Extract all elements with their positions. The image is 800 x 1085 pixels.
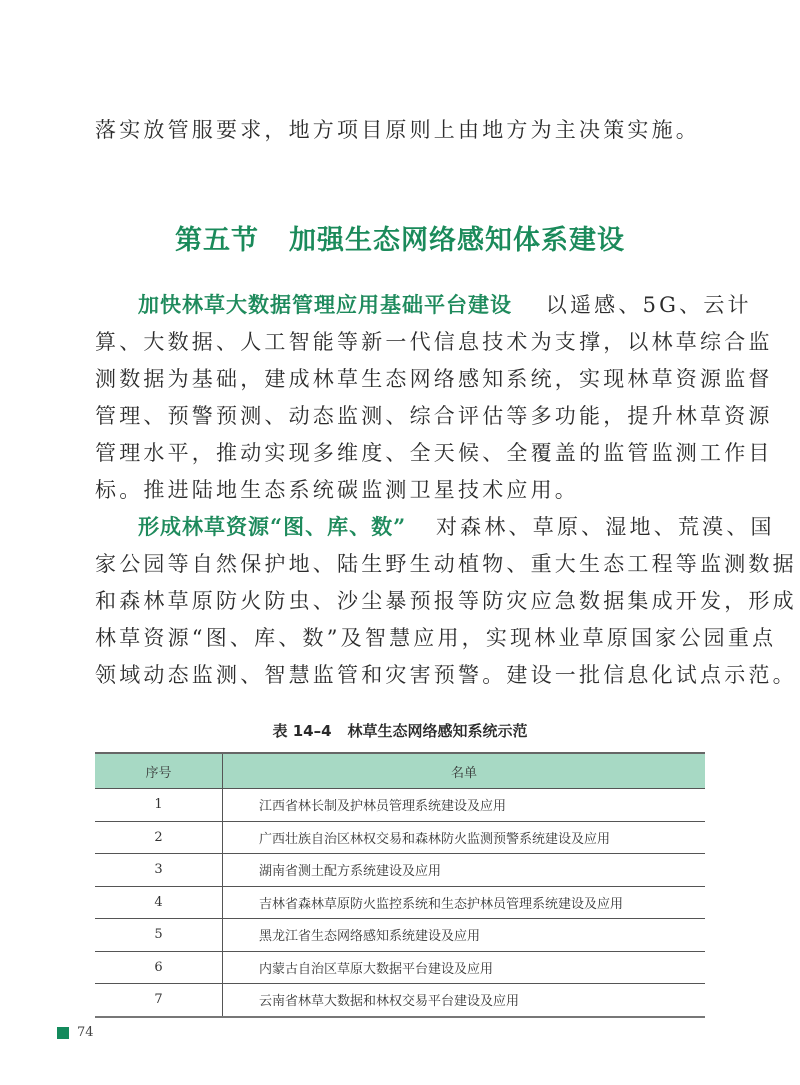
paragraph-1-line-3: 测数据为基础，建成林草生态网络感知系统，实现林草资源监督	[95, 367, 773, 391]
section-number: 第五节	[175, 225, 259, 256]
paragraph-1-line-1	[138, 290, 752, 320]
paragraph-2-line-4: 林草资源“图、库、数”及智慧应用，实现林业草原国家公园重点	[95, 626, 777, 650]
row-index: 5	[95, 919, 223, 952]
row-name: 江西省林长制及护林员管理系统建设及应用	[223, 789, 706, 822]
row-index: 7	[95, 984, 223, 1017]
section-title	[0, 218, 800, 257]
table-row	[95, 789, 705, 822]
demo-systems-table	[95, 752, 705, 1018]
row-name: 吉林省森林草原防火监控系统和生态护林员管理系统建设及应用	[223, 886, 706, 919]
table-header-row	[95, 753, 705, 789]
paragraph-2-text: 对森林、草原、湿地、荒漠、国	[435, 515, 775, 539]
table-row	[95, 821, 705, 854]
row-name: 广西壮族自治区林权交易和森林防火监测预警系统建设及应用	[223, 821, 706, 854]
row-name: 云南省林草大数据和林权交易平台建设及应用	[259, 994, 520, 1010]
paragraph-1-line-5: 管理水平，推动实现多维度、全天候、全覆盖的监管监测工作目	[95, 441, 773, 465]
table-row	[95, 919, 705, 952]
row-index: 4	[95, 886, 223, 919]
header-name: 名单	[223, 753, 706, 789]
paragraph-1-line-6: 标。推进陆地生态系统碳监测卫星技术应用。	[95, 478, 579, 502]
table-row	[95, 886, 705, 919]
paragraph-2-heading: 形成林草资源“图、库、数”	[138, 514, 407, 539]
intro-line: 落实放管服要求，地方项目原则上由地方为主决策实施。	[95, 118, 700, 142]
row-index: 1	[95, 789, 223, 822]
page-number: 74	[77, 1025, 94, 1040]
paragraph-2-line-1	[138, 512, 775, 542]
paragraph-1-line-2: 算、大数据、人工智能等新一代信息技术为支撑，以林草综合监	[95, 330, 773, 354]
header-index: 序号	[95, 753, 223, 789]
table-title: 林草生态网络感知系统示范	[347, 722, 528, 740]
table-row	[95, 854, 705, 887]
table-caption	[0, 720, 800, 741]
row-index: 6	[95, 951, 223, 984]
page-marker-icon	[57, 1027, 69, 1039]
row-name: 内蒙古自治区草原大数据平台建设及应用	[223, 951, 706, 984]
paragraph-1-line-4: 管理、预警预测、动态监测、综合评估等多功能，提升林草资源	[95, 404, 773, 428]
page-footer	[57, 1025, 94, 1040]
section-heading: 加强生态网络感知体系建设	[289, 225, 625, 256]
paragraph-1-text: 以遥感、5G、云计	[545, 293, 752, 317]
row-index: 3	[95, 854, 223, 887]
paragraph-2-line-5: 领域动态监测、智慧监管和灾害预警。建设一批信息化试点示范。	[95, 663, 797, 687]
paragraph-2-line-2: 家公园等自然保护地、陆生野生动植物、重大生态工程等监测数据	[95, 552, 797, 576]
row-name: 湖南省测土配方系统建设及应用	[223, 854, 706, 887]
table-row	[95, 951, 705, 984]
table-row	[95, 984, 705, 1017]
row-index: 2	[95, 821, 223, 854]
table-number: 表 14–4	[272, 722, 332, 740]
paragraph-1-heading: 加快林草大数据管理应用基础平台建设	[138, 292, 512, 317]
row-name: 黑龙江省生态网络感知系统建设及应用	[223, 919, 706, 952]
paragraph-2-line-3: 和森林草原防火防虫、沙尘暴预报等防灾应急数据集成开发，形成	[95, 589, 797, 613]
